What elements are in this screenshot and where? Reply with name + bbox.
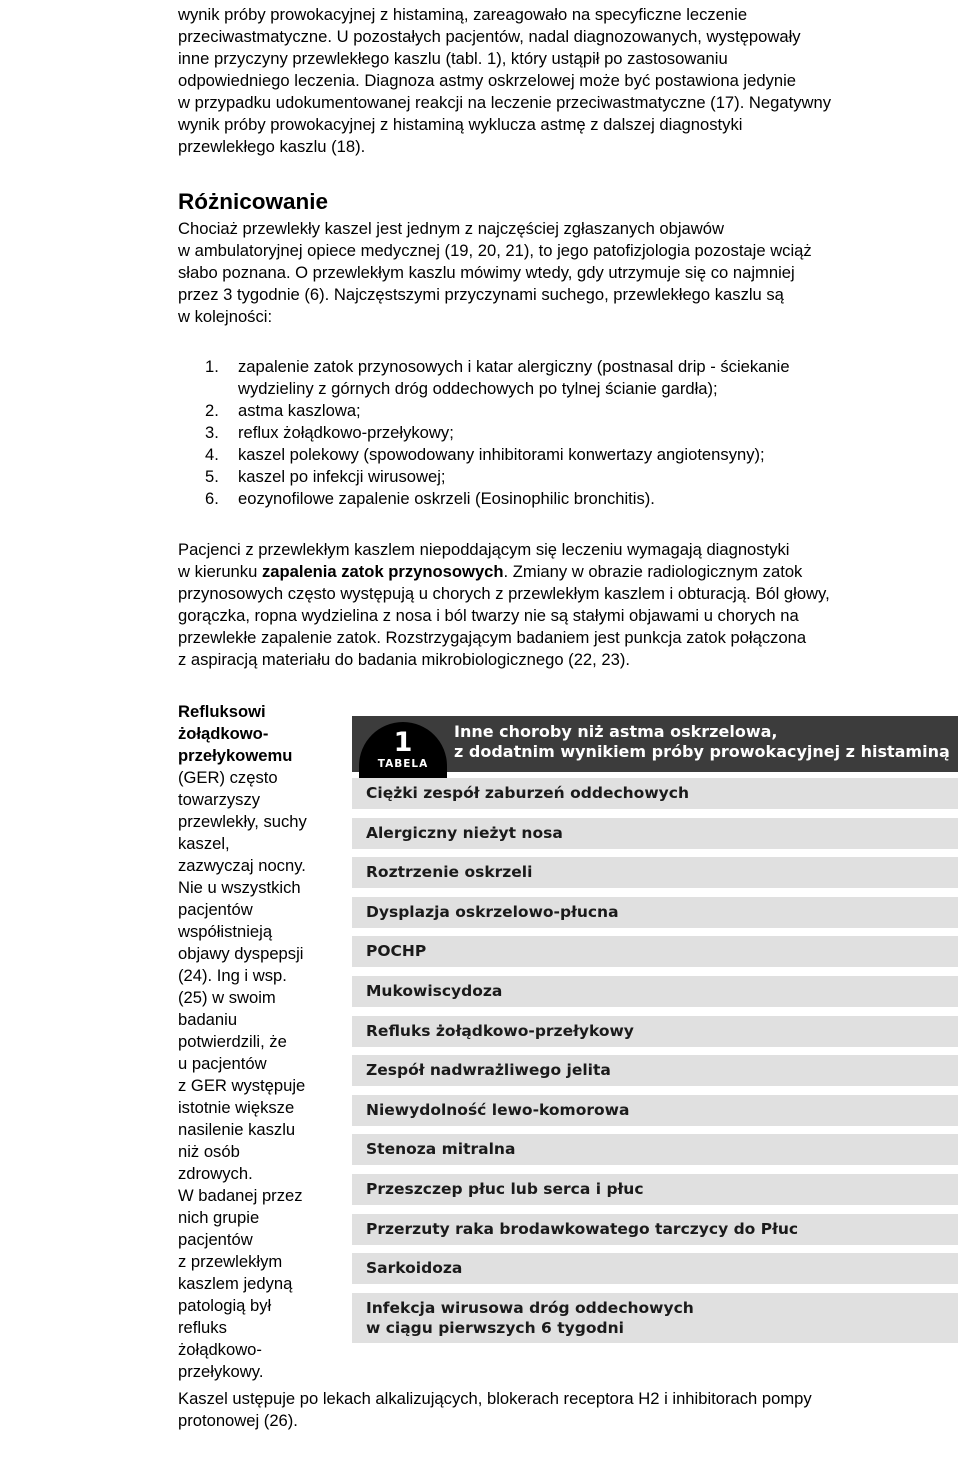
bold-term: żołądkowo- <box>178 724 269 743</box>
text-line: Nie u wszystkich <box>178 878 301 897</box>
list-item <box>178 356 960 400</box>
table-figure <box>352 716 958 1350</box>
list-text: astma kaszlowa; <box>238 401 361 420</box>
list-text: kaszel polekowy (spowodowany inhibitorami konwertazy angiotensyny); <box>238 445 765 464</box>
bold-term: przełykowemu <box>178 746 293 765</box>
table-row <box>352 1214 958 1245</box>
table-row <box>352 857 958 888</box>
list-text: reflux żołądkowo-przełykowy; <box>238 423 454 442</box>
list-item <box>178 400 960 422</box>
text-line: patologią był <box>178 1296 272 1315</box>
text-line: zdrowych. <box>178 1164 253 1183</box>
table-row <box>352 1253 958 1284</box>
table-cell: Niewydolność lewo-komorowa <box>366 1100 630 1119</box>
text-line: w ambulatoryjnej opiece medycznej (19, 20, 21), to jego patofizjologia pozostaje wciąż <box>178 241 812 260</box>
table-cell: Mukowiscydoza <box>366 981 503 1000</box>
text-line: odpowiedniego leczenia. Diagnoza astmy oskrzelowej może być postawiona jedynie <box>178 71 797 90</box>
bold-term: Refluksowi <box>178 702 266 721</box>
table-cell: Przerzuty raka brodawkowatego tarczycy do Płuc <box>366 1219 799 1238</box>
list-text: eozynofilowe zapalenie oskrzeli (Eosinophilic bronchitis). <box>238 489 655 508</box>
text-line: (25) w swoim <box>178 988 276 1007</box>
text-line: kaszlem jedyną <box>178 1274 293 1293</box>
table-number: 1 <box>393 727 413 758</box>
table-badge <box>359 722 447 778</box>
table-title <box>454 722 954 762</box>
table-cell: POCHP <box>366 942 427 961</box>
table-cell: Infekcja wirusowa dróg oddechowych <box>366 1298 694 1317</box>
table-cell: Alergiczny nieżyt nosa <box>366 823 563 842</box>
text-line: (GER) często <box>178 768 278 787</box>
text-line: przewlekłego kaszlu (18). <box>178 137 366 156</box>
text-line: wynik próby prowokacyjnej z histaminą wyklucza astmę z dalszej diagnostyki <box>178 115 743 134</box>
text-line: z aspiracją materiału do badania mikrobiologicznego (22, 23). <box>178 650 630 669</box>
table-cell: Przeszczep płuc lub serca i płuc <box>366 1179 644 1198</box>
final-paragraph <box>178 1388 960 1432</box>
list-number: 1. <box>205 357 219 376</box>
table-row <box>352 1174 958 1205</box>
text-line: żołądkowo- <box>178 1340 262 1359</box>
text-line: przeciwastmatyczne. U pozostałych pacjentów, nadal diagnozowanych, występowały <box>178 27 801 46</box>
text-line: wynik próby prowokacyjnej z histaminą, zareagowało na specyficzne leczenie <box>178 5 748 24</box>
text-line: przez 3 tygodnie (6). Najczęstszymi przyczynami suchego, przewlekłego kaszlu są <box>178 285 784 304</box>
table-cell: Refluks żołądkowo-przełykowy <box>366 1021 634 1040</box>
text-line: u pacjentów <box>178 1054 267 1073</box>
causes-list <box>178 356 960 510</box>
text-line: nich grupie <box>178 1208 260 1227</box>
text-line: (24). Ing i wsp. <box>178 966 287 985</box>
list-item <box>178 488 960 510</box>
text-line: słabo poznana. O przewlekłym kaszlu mówimy wtedy, gdy utrzymuje się co najmniej <box>178 263 795 282</box>
text-line: pacjentów <box>178 900 253 919</box>
text-line: badaniu <box>178 1010 238 1029</box>
list-item <box>178 466 960 488</box>
table-row <box>352 1293 958 1343</box>
table-row <box>352 1016 958 1047</box>
intro-paragraph <box>178 4 960 158</box>
text-fragment: w kierunku <box>178 562 262 581</box>
table-cell: Roztrzenie oskrzeli <box>366 863 533 882</box>
text-line: nasilenie kaszlu <box>178 1120 296 1139</box>
list-text: kaszel po infekcji wirusowej; <box>238 467 446 486</box>
text-line: protonowej (26). <box>178 1411 298 1430</box>
list-number: 2. <box>205 401 219 420</box>
list-text: wydzieliny z górnych dróg oddechowych po tylnej ścianie gardła); <box>238 379 718 398</box>
table-cell: Sarkoidoza <box>366 1259 463 1278</box>
text-line: pacjentów <box>178 1230 253 1249</box>
text-line: przełykowy. <box>178 1362 264 1381</box>
list-number: 3. <box>205 423 219 442</box>
table-header <box>352 716 958 772</box>
table-row <box>352 778 958 809</box>
table-row <box>352 818 958 849</box>
table-row <box>352 1055 958 1086</box>
table-cell: w ciągu pierwszych 6 tygodni <box>366 1318 624 1337</box>
text-line: niż osób <box>178 1142 240 1161</box>
list-item <box>178 444 960 466</box>
text-line: z GER występuje <box>178 1076 306 1095</box>
text-line: w kolejności: <box>178 307 273 326</box>
text-line: współistnieją <box>178 922 273 941</box>
table-title-line: Inne choroby niż astma oskrzelowa, <box>454 722 778 741</box>
list-item <box>178 422 960 444</box>
text-line: Kaszel ustępuje po lekach alkalizujących, blokerach receptora H2 i inhibitorach pompy <box>178 1389 812 1408</box>
table-cell: Ciężki zespół zaburzeń oddechowych <box>366 784 689 802</box>
text-line: inne przyczyny przewlekłego kaszlu (tabl. 1), który ustąpił po zastosowaniu <box>178 49 728 68</box>
text-line: istotnie większe <box>178 1098 295 1117</box>
text-line: Pacjenci z przewlekłym kaszlem niepoddającym się leczeniu wymagają diagnostyki <box>178 540 790 559</box>
text-line: potwierdzili, że <box>178 1032 287 1051</box>
text-line: refluks <box>178 1318 227 1337</box>
table-cell: Stenoza mitralna <box>366 1140 516 1159</box>
table-label: TABELA <box>377 758 429 770</box>
table-title-line: z dodatnim wynikiem próby prowokacyjnej z histaminą <box>454 742 950 761</box>
list-number: 5. <box>205 467 219 486</box>
bold-term: zapalenia zatok przynosowych <box>261 562 504 581</box>
sinus-paragraph <box>178 539 960 671</box>
text-line: przewlekły, suchy <box>178 812 307 831</box>
text-line: gorączka, ropna wydzielina z nosa i ból twarzy nie są stałymi objawami u chorych na <box>178 606 799 625</box>
list-text: zapalenie zatok przynosowych i katar alergiczny (postnasal drip - ściekanie <box>238 357 790 376</box>
text-line: towarzyszy <box>178 790 261 809</box>
table-cell: Zespół nadwrażliwego jelita <box>366 1061 611 1080</box>
table-row <box>352 1095 958 1126</box>
table-rows <box>352 778 958 1351</box>
table-cell: Dysplazja oskrzelowo-płucna <box>366 902 619 921</box>
list-number: 6. <box>205 489 219 508</box>
table-row <box>352 976 958 1007</box>
text-line: przynosowych często występują u chorych z przewlekłym kaszlem i obturacją. Ból głowy, <box>178 584 830 603</box>
reflux-side-column <box>178 701 343 1383</box>
table-row <box>352 897 958 928</box>
table-row <box>352 1134 958 1165</box>
text-line: objawy dyspepsji <box>178 944 304 963</box>
text-fragment: . Zmiany w obrazie radiologicznym zatok <box>503 562 803 581</box>
text-line: zazwyczaj nocny. <box>178 856 306 875</box>
list-number: 4. <box>205 445 219 464</box>
text-line: przewlekłe zapalenie zatok. Rozstrzygającym badaniem jest punkcja zatok połączona <box>178 628 807 647</box>
text-line: w przypadku udokumentowanej reakcji na leczenie przeciwastmatyczne (17). Negatywny <box>178 93 831 112</box>
text-line: z przewlekłym <box>178 1252 283 1271</box>
table-row <box>352 936 958 967</box>
text-line: kaszel, <box>178 834 230 853</box>
text-line: Chociaż przewlekły kaszel jest jednym z najczęściej zgłaszanych objawów <box>178 219 724 238</box>
section-paragraph <box>178 218 960 328</box>
section-heading: Różnicowanie <box>178 189 329 214</box>
text-line: W badanej przez <box>178 1186 303 1205</box>
